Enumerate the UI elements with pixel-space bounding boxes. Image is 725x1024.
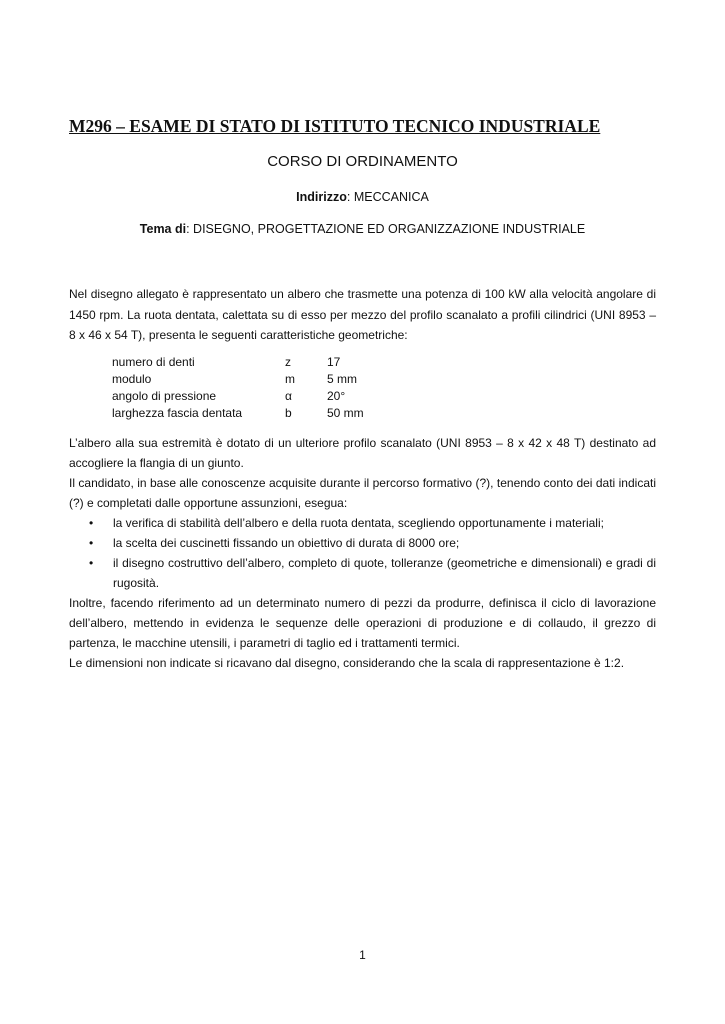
spec-label: numero di denti [112,355,195,369]
task-text: il disegno costruttivo dell’albero, completo di quote, tolleranze (geometriche e dimensionali) e gradi di rugosità. [113,556,656,590]
spec-symbol: z [285,355,291,369]
gear-specs-table [112,354,364,422]
bullet-icon: • [89,536,94,550]
spec-value: 50 mm [327,406,364,420]
list-item [69,553,656,593]
scale-paragraph: Le dimensioni non indicate si ricavano dal disegno, considerando che la scala di rappresentazione è 1:2. [69,656,625,670]
instructions-block [69,433,656,673]
task-text: la scelta dei cuscinetti fissando un obiettivo di durata di 8000 ore; [113,536,460,550]
tema-value: : DISEGNO, PROGETTAZIONE ED ORGANIZZAZIONE INDUSTRIALE [186,222,586,236]
spec-row [112,371,364,388]
spec-row [112,388,364,405]
spec-symbol: b [285,406,292,420]
spec-symbol: m [285,372,295,386]
list-item [69,533,656,553]
spec-value: 5 mm [327,372,357,386]
candidate-paragraph: Il candidato, in base alle conoscenze acquisite durante il percorso formativo (?), tenendo conto dei dati indicati (?) e completati dalle opportune assunzioni, esegua: [69,476,656,510]
spec-row [112,354,364,371]
intro-paragraph: Nel disegno allegato è rappresentato un albero che trasmette una potenza di 100 kW alla velocità angolare di 1450 rpm. La ruota dentata, calettata su di esso per mezzo del profilo scanalato a profili cilindrici (UNI 8953 – 8 x 46 x 54 T), presenta le seguenti caratteristiche geometriche: [69,287,656,342]
bullet-icon: • [89,556,94,570]
spec-value: 17 [327,355,341,369]
task-text: la verifica di stabilità dell’albero e della ruota dentata, scegliendo opportunamente i materiali; [113,516,604,530]
task-list [69,513,656,593]
spec-symbol: α [285,389,292,403]
page-number: 1 [359,948,366,962]
spec-label: angolo di pressione [112,389,217,403]
tema-label: Tema di [139,222,187,236]
spec-value: 20° [327,389,346,403]
indirizzo-line [0,190,725,204]
spec-label: larghezza fascia dentata [112,406,243,420]
list-item [69,513,656,533]
indirizzo-value: : MECCANICA [346,190,429,204]
spec-label: modulo [112,372,152,386]
tema-line [0,222,725,236]
spline-paragraph: L’albero alla sua estremità è dotato di un ulteriore profilo scanalato (UNI 8953 – 8 x 42 x 48 T) destinato ad accogliere la flangia di un giunto. [69,436,656,470]
bullet-icon: • [89,516,94,530]
indirizzo-label: Indirizzo [296,190,347,204]
spec-row [112,405,364,422]
exam-title: M296 – ESAME DI STATO DI ISTITUTO TECNICO INDUSTRIALE [69,116,601,136]
production-paragraph: Inoltre, facendo riferimento ad un determinato numero di pezzi da produrre, definisca il ciclo di lavorazione dell’albero, mettendo in evidenza le sequenze delle operazioni di produzione e di collaudo, il grezzo di partenza, le macchine utensili, i parametri di taglio ed i trattamenti termici. [69,596,656,650]
course-heading: CORSO DI ORDINAMENTO [267,153,458,170]
